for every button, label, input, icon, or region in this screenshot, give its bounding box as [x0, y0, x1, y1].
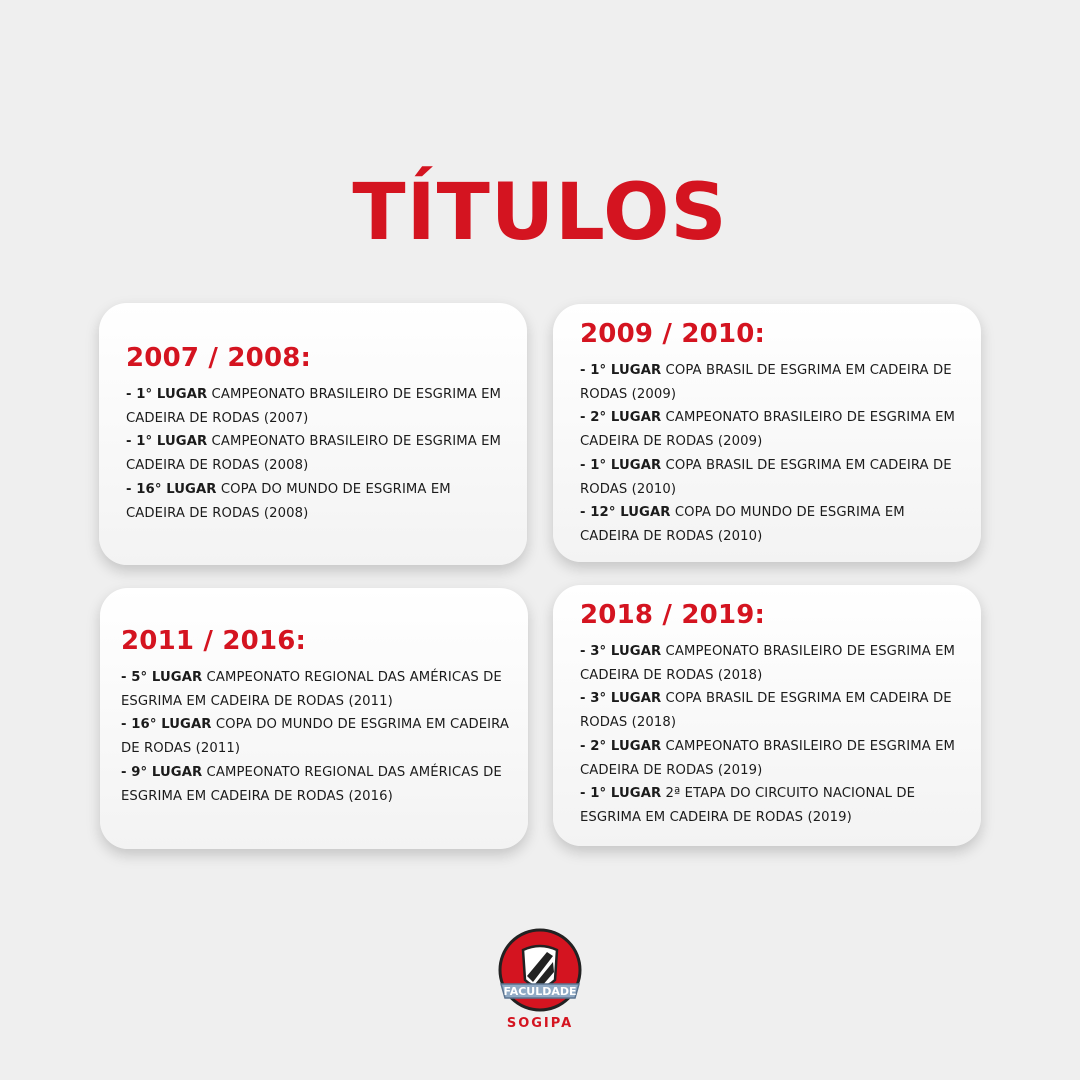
- entry-place: - 16° LUGAR: [126, 481, 217, 497]
- card-heading: 2009 / 2010:: [580, 319, 766, 349]
- entry-place: - 16° LUGAR: [121, 717, 212, 733]
- entry-text: CAMPEONATO BRASILEIRO DE ESGRIMA EM CADEIRA DE RODAS (2007): [126, 387, 502, 426]
- entry-text: COPA DO MUNDO DE ESGRIMA EM CADEIRA DE RODAS (2011): [121, 717, 509, 757]
- shield-emblem-icon: [495, 928, 585, 1018]
- entry-place: - 3° LUGAR: [580, 644, 662, 659]
- entry-place: - 2° LUGAR: [580, 738, 662, 754]
- entry-place: - 1° LUGAR: [126, 434, 208, 450]
- entry-place: - 9° LUGAR: [121, 764, 203, 780]
- entry-text: CAMPEONATO REGIONAL DAS AMÉRICAS DE ESGRIMA EM CADEIRA DE RODAS (2016): [121, 764, 502, 804]
- entry-place: - 5° LUGAR: [121, 670, 203, 685]
- titles-card-2007-2008: [99, 303, 527, 565]
- entry-place: - 1° LUGAR: [580, 786, 662, 802]
- entry-text: COPA BRASIL DE ESGRIMA EM CADEIRA DE RODAS (2010): [580, 457, 952, 497]
- title-entry: [580, 406, 965, 453]
- entry-text: COPA BRASIL DE ESGRIMA EM CADEIRA DE RODAS (2009): [580, 363, 952, 402]
- entry-text: CAMPEONATO REGIONAL DAS AMÉRICAS DE ESGRIMA EM CADEIRA DE RODAS (2011): [121, 670, 502, 709]
- title-entry: [126, 430, 511, 477]
- card-heading: 2007 / 2008:: [126, 343, 312, 373]
- title-entry: [126, 383, 511, 430]
- entry-place: - 12° LUGAR: [580, 505, 671, 521]
- entry-place: - 1° LUGAR: [580, 363, 662, 378]
- logo-name: SOGIPA: [506, 1016, 574, 1031]
- logo-ribbon-text: FACULDADE: [503, 985, 577, 998]
- title-entry: [580, 687, 965, 734]
- entry-text: CAMPEONATO BRASILEIRO DE ESGRIMA EM CADEIRA DE RODAS (2019): [580, 738, 956, 778]
- title-entry: [121, 666, 516, 713]
- entry-text: COPA DO MUNDO DE ESGRIMA EM CADEIRA DE RODAS (2008): [126, 481, 451, 521]
- entry-place: - 1° LUGAR: [126, 387, 208, 402]
- title-entry: [121, 713, 516, 760]
- title-entry: [126, 478, 511, 525]
- card-heading: 2011 / 2016:: [121, 626, 307, 656]
- title-entry: [580, 454, 965, 501]
- title-entry: [580, 359, 965, 406]
- entry-text: 2ª ETAPA DO CIRCUITO NACIONAL DE ESGRIMA EM CADEIRA DE RODAS (2019): [580, 786, 916, 825]
- entry-text: CAMPEONATO BRASILEIRO DE ESGRIMA EM CADEIRA DE RODAS (2018): [580, 644, 956, 683]
- title-entry: [121, 761, 516, 808]
- entry-text: CAMPEONATO BRASILEIRO DE ESGRIMA EM CADEIRA DE RODAS (2009): [580, 410, 956, 450]
- entry-place: - 2° LUGAR: [580, 410, 662, 426]
- entry-place: - 1° LUGAR: [580, 457, 662, 473]
- title-entry: [580, 782, 965, 829]
- titles-card-2011-2016: [100, 588, 528, 849]
- title-entry: [580, 735, 965, 782]
- title-entry: [580, 501, 965, 548]
- titles-card-2018-2019: [553, 585, 981, 846]
- card-heading: 2018 / 2019:: [580, 600, 766, 630]
- entry-text: COPA DO MUNDO DE ESGRIMA EM CADEIRA DE RODAS (2010): [580, 505, 905, 544]
- entry-text: CAMPEONATO BRASILEIRO DE ESGRIMA EM CADEIRA DE RODAS (2008): [126, 434, 502, 474]
- entry-text: COPA BRASIL DE ESGRIMA EM CADEIRA DE RODAS (2018): [580, 691, 952, 731]
- entry-place: - 3° LUGAR: [580, 691, 662, 707]
- page-title: TÍTULOS: [352, 168, 728, 258]
- title-entry: [580, 640, 965, 687]
- titles-card-2009-2010: [553, 304, 981, 562]
